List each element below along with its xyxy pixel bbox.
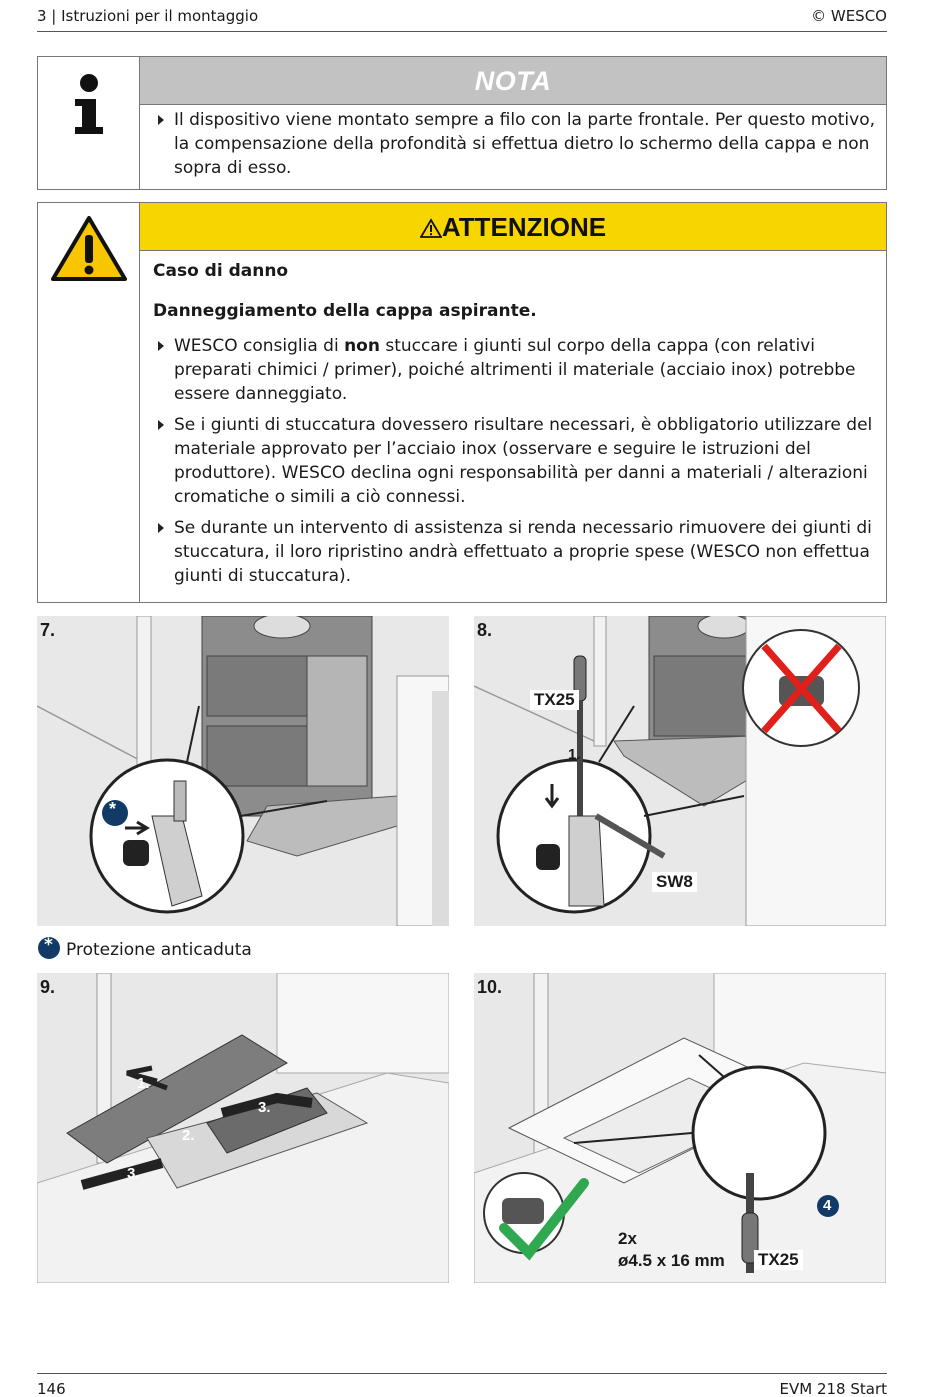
- warning-triangle-icon: [38, 203, 140, 303]
- attenzione-bullet-1: [140, 334, 886, 406]
- attenzione-bullet-2: Se i giunti di stuccatura dovessero risultare necessari, è obbligatorio utilizzare del materiale approvato per l’acciaio inox (osservare e seguire le istruzioni del produttore). WESCO declina ogni responsabilità per danni a materiali / alterazioni cromatiche o simili a ciò connessi.: [140, 413, 886, 509]
- page-header: [37, 4, 887, 32]
- attenzione-banner: [140, 203, 886, 251]
- step-7-number: 7.: [40, 620, 56, 640]
- figure-9-illustration: [37, 973, 449, 1283]
- page-number: 146: [37, 1380, 66, 1397]
- step-8-number: 8.: [477, 620, 493, 640]
- figure-7-illustration: [37, 616, 449, 926]
- fall-protection-star-marker: *: [109, 799, 117, 819]
- bullet-1-text-b: stuccare i giunti sul corpo della cappa (con relativi preparati chimici / primer), poiché altrimenti il materiale (acciaio inox) potrebbe essere danneggiato.: [174, 336, 856, 404]
- figure-8: [474, 616, 886, 926]
- figure-10-illustration: [474, 973, 886, 1283]
- figure-10: [474, 973, 886, 1283]
- info-icon: [38, 57, 140, 191]
- damage-case: Caso di danno: [153, 261, 289, 281]
- nota-box: [37, 56, 887, 190]
- star-symbol: *: [44, 935, 53, 955]
- step-9-number: 9.: [40, 977, 56, 997]
- page-footer: [37, 1373, 887, 1397]
- brand-copyright: © WESCO: [811, 7, 887, 25]
- step-9-marker-3b: 3.: [127, 1165, 140, 1182]
- step-9-marker-3a: 3.: [258, 1099, 271, 1116]
- tool-label-tx25: TX25: [530, 690, 579, 710]
- step-9-marker-2: 2.: [182, 1127, 195, 1144]
- nota-icon-column: [38, 57, 140, 189]
- attenzione-bullet-3: Se durante un intervento di assistenza si renda necessario rimuovere dei giunti di stuccatura, il loro ripristino andrà effettuato a proprie spese (WESCO non effettua giunti di stuccatura).: [140, 516, 886, 588]
- fall-protection-text: Protezione anticaduta: [66, 940, 252, 960]
- nota-title: NOTA: [140, 57, 886, 105]
- step-8-marker-1: 1.: [568, 746, 581, 763]
- callout-4: 4: [823, 1197, 832, 1214]
- tool-label-tx25-fig10: TX25: [754, 1250, 803, 1270]
- screw-size: ø4.5 x 16 mm: [618, 1251, 725, 1270]
- nota-bullet: Il dispositivo viene montato sempre a filo con la parte frontale. Per questo motivo, la compensazione della profondità si effettua dietro lo schermo della cappa e non sopra di esso.: [140, 108, 886, 180]
- step-8-marker-2: 2.: [619, 814, 632, 831]
- step-10-number: 10.: [477, 977, 503, 997]
- bullet-1-bold: non: [344, 336, 380, 356]
- attenzione-box: [37, 202, 887, 603]
- chapter-title: 3 | Istruzioni per il montaggio: [37, 7, 259, 25]
- attenzione-title: ATTENZIONE: [441, 212, 607, 242]
- step-9-marker-1-label: 1.: [137, 1075, 150, 1092]
- warning-icon-column: [38, 203, 140, 602]
- tool-label-sw8: SW8: [652, 872, 697, 892]
- damage-subtitle: Danneggiamento della cappa aspirante.: [153, 301, 537, 321]
- warning-small-icon: [420, 218, 442, 238]
- figure-7: [37, 616, 449, 926]
- screw-quantity: 2x: [618, 1229, 637, 1248]
- bullet-1-text-a: WESCO consiglia di: [174, 336, 345, 356]
- product-name: EVM 218 Start: [779, 1380, 887, 1397]
- figure-9: [37, 973, 449, 1283]
